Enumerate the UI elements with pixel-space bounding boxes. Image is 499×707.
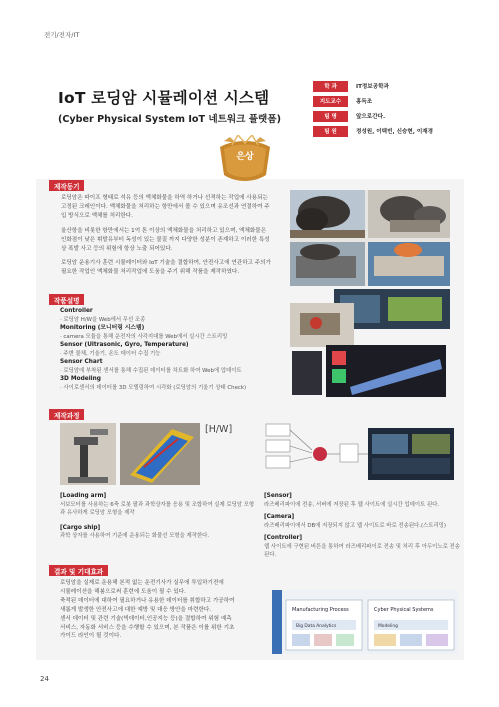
cps-sub-bigdata: Big Data Analytics xyxy=(296,624,337,629)
results-line: 로딩암을 실제로 운용해 본적 없는 운전기사가 실무에 투입하기전에 xyxy=(60,580,224,586)
info-value: IT정보공학과 xyxy=(356,84,389,90)
results-line: 새롭게 발생한 안전사고에 대한 예방 및 대응 방안을 마련한다. xyxy=(60,606,212,613)
results-line: 서비스, 자동화 서비스 등을 수행할 수 있으며, 본 작품은 이를 위한 기초 xyxy=(60,624,235,631)
results-text xyxy=(60,579,270,641)
feature-item xyxy=(60,358,290,375)
info-value: 홍득조 xyxy=(356,99,373,105)
feature-desc: · 사이로센서의 데이터를 3D 모델링하여 시각화 (로딩암의 기울기 상태 Check) xyxy=(60,384,247,391)
page-subtitle: (Cyber Physical System IoT 네트워크 플랫폼) xyxy=(58,114,281,125)
results-line: 시뮬레이션을 해봄으로써 훈련에 도움이 될 수 있다. xyxy=(60,588,186,595)
process-sw-text xyxy=(264,492,460,560)
feature-title: Sensor Chart xyxy=(60,359,103,365)
feature-desc: · 로딩암에 부착된 센서를 통해 수집된 데이터를 차트화 하여 Web에 업데이트 xyxy=(60,367,242,374)
award-label: 은상 xyxy=(236,152,254,162)
process-item-desc: 웹 사이트에 구현된 버튼을 통하여 라즈베리파이로 전송 및 처리 후 아두이노로 전송된다. xyxy=(264,543,460,558)
info-label: 학 과 xyxy=(313,81,348,92)
results-line: 축적된 데이터에 대하여 필요하거나 유용한 데이터를 취합하고 가공하여 xyxy=(60,597,235,604)
page-title: IoT 로딩암 시뮬레이션 시스템 xyxy=(58,89,270,107)
section-heading-process: 제작과정 xyxy=(49,409,84,420)
info-row-advisor xyxy=(313,95,433,107)
feature-desc: · 주변 물체, 기울기, 온도 데이터 수집 기능 xyxy=(60,350,161,357)
feature-desc: · camera 모듈을 통해 운전자의 사각지대를 Web에서 실시간 스트리밍 xyxy=(60,333,228,340)
feature-item xyxy=(60,307,290,324)
info-row-department xyxy=(313,80,433,92)
results-line: 가이드 라인이 될 것이다. xyxy=(60,633,122,640)
process-item-title: [Cargo ship] xyxy=(60,524,101,531)
info-value: 정성원, 이택빈, 신승현, 이재경 xyxy=(356,129,434,135)
feature-title: 3D Modeling xyxy=(60,376,101,382)
description-list xyxy=(60,307,290,392)
motivation-text xyxy=(61,194,271,283)
process-item-desc: 과학 상자를 사용하여 기준에 운용되는 화물선 모형을 제작한다. xyxy=(60,533,210,539)
project-info xyxy=(313,80,433,140)
cyber-physical-system-diagram xyxy=(272,590,458,654)
hw-label: [H/W] xyxy=(205,424,233,435)
cps-sub-modeling: Modeling xyxy=(378,624,398,629)
feature-title: Sensor (Ultrasonic, Gyro, Temperature) xyxy=(60,342,189,348)
process-item xyxy=(264,492,460,509)
page-category: 전기/전자/IT xyxy=(44,31,80,39)
motivation-paragraph: 로딩암은 파이프 형태로 석유 등의 액체화물을 하역 하거나 선적하는 작업에 사용되는 고정된 크레인이다. 액체화물을 처리하는 항만에서 볼 수 있으며 유조선과 연결하여 주입 방식으로 액체를 처리한다. xyxy=(61,195,270,219)
process-item xyxy=(264,534,460,560)
process-item-title: [Controller] xyxy=(264,535,303,541)
cps-diagram xyxy=(272,590,458,654)
process-item xyxy=(60,524,256,541)
feature-item xyxy=(60,341,290,358)
motivation-paragraph: 로딩암 운용기사 훈련 시뮬레이터와 IoT 기술을 결합하여, 안전사고에 연관하고 주의가 필요한 작업인 액체화물 처리작업에 도움을 주기 위해 작품을 제작하였다. xyxy=(61,260,271,276)
feature-item xyxy=(60,375,290,392)
feature-title: Monitoring (모니터링 시스템) xyxy=(60,325,145,331)
fire-smoke-image xyxy=(290,190,450,286)
cps-left-title: Manufacturing Process xyxy=(292,607,349,613)
feature-title: Controller xyxy=(60,308,93,314)
product-screenshots xyxy=(290,289,450,400)
cps-right-title: Cyber Physical Systems xyxy=(374,607,434,613)
info-value: 앞으로간다. xyxy=(356,114,386,120)
process-item-desc: 라즈베리파이에 전송, 서버에 저장된 후 웹 사이트에 실시간 업데이트 된다. xyxy=(264,501,440,508)
page-number: 24 xyxy=(40,675,49,683)
section-heading-motivation: 제작동기 xyxy=(49,180,84,191)
info-label: 지도교수 xyxy=(313,96,348,107)
software-diagram xyxy=(262,420,458,486)
info-row-team-name xyxy=(313,110,433,122)
system-architecture-diagram xyxy=(262,420,458,486)
process-item xyxy=(264,513,460,530)
results-line: 센서 데이터 및 관련 기술(빅데이터,인공지능 등)을 결합하여 위험 예측 xyxy=(60,615,232,622)
process-item-desc: 라즈베리파이에서 DB에 저장되지 않고 웹 사이트로 바로 전송된다.(스트리밍) xyxy=(264,522,446,529)
info-row-members xyxy=(313,125,433,137)
process-hw-text xyxy=(60,492,256,541)
process-item xyxy=(60,492,256,518)
hardware-photos xyxy=(60,423,200,485)
accident-photos xyxy=(290,190,450,286)
hardware-and-web-collage xyxy=(290,289,450,400)
info-label: 팀 명 xyxy=(313,111,348,122)
section-heading-description: 작품설명 xyxy=(49,294,84,305)
section-heading-results: 결과 및 기대효과 xyxy=(49,565,108,576)
process-item-desc: 서보모터를 사용하는 6축 로봇 팔과 과학상자를 응용 및 조합하여 실제 로딩암 모형과 유사하게 로딩암 모형을 제작 xyxy=(60,501,255,516)
motivation-paragraph: 울산항을 비롯한 항만에서는 1억 톤 이상의 액체화물을 처리하고 있으며, 액체화물은 인화점이 낮은 휘발유부터 독성이 있는 물질 까지 다양한 성분이 존재하고 이러한 특성상 폭발 사고 등의 위험에 항상 노출 되어있다. xyxy=(61,227,270,252)
feature-desc: · 로딩암 H/W을 Web에서 무선 조종 xyxy=(60,316,146,323)
info-label: 팀 원 xyxy=(313,126,348,137)
process-item-title: [Sensor] xyxy=(264,493,292,499)
feature-item xyxy=(60,324,290,341)
process-item-title: [Loading arm] xyxy=(60,493,107,499)
loading-arm-and-ship-image xyxy=(60,423,200,485)
process-item-title: [Camera] xyxy=(264,514,295,520)
